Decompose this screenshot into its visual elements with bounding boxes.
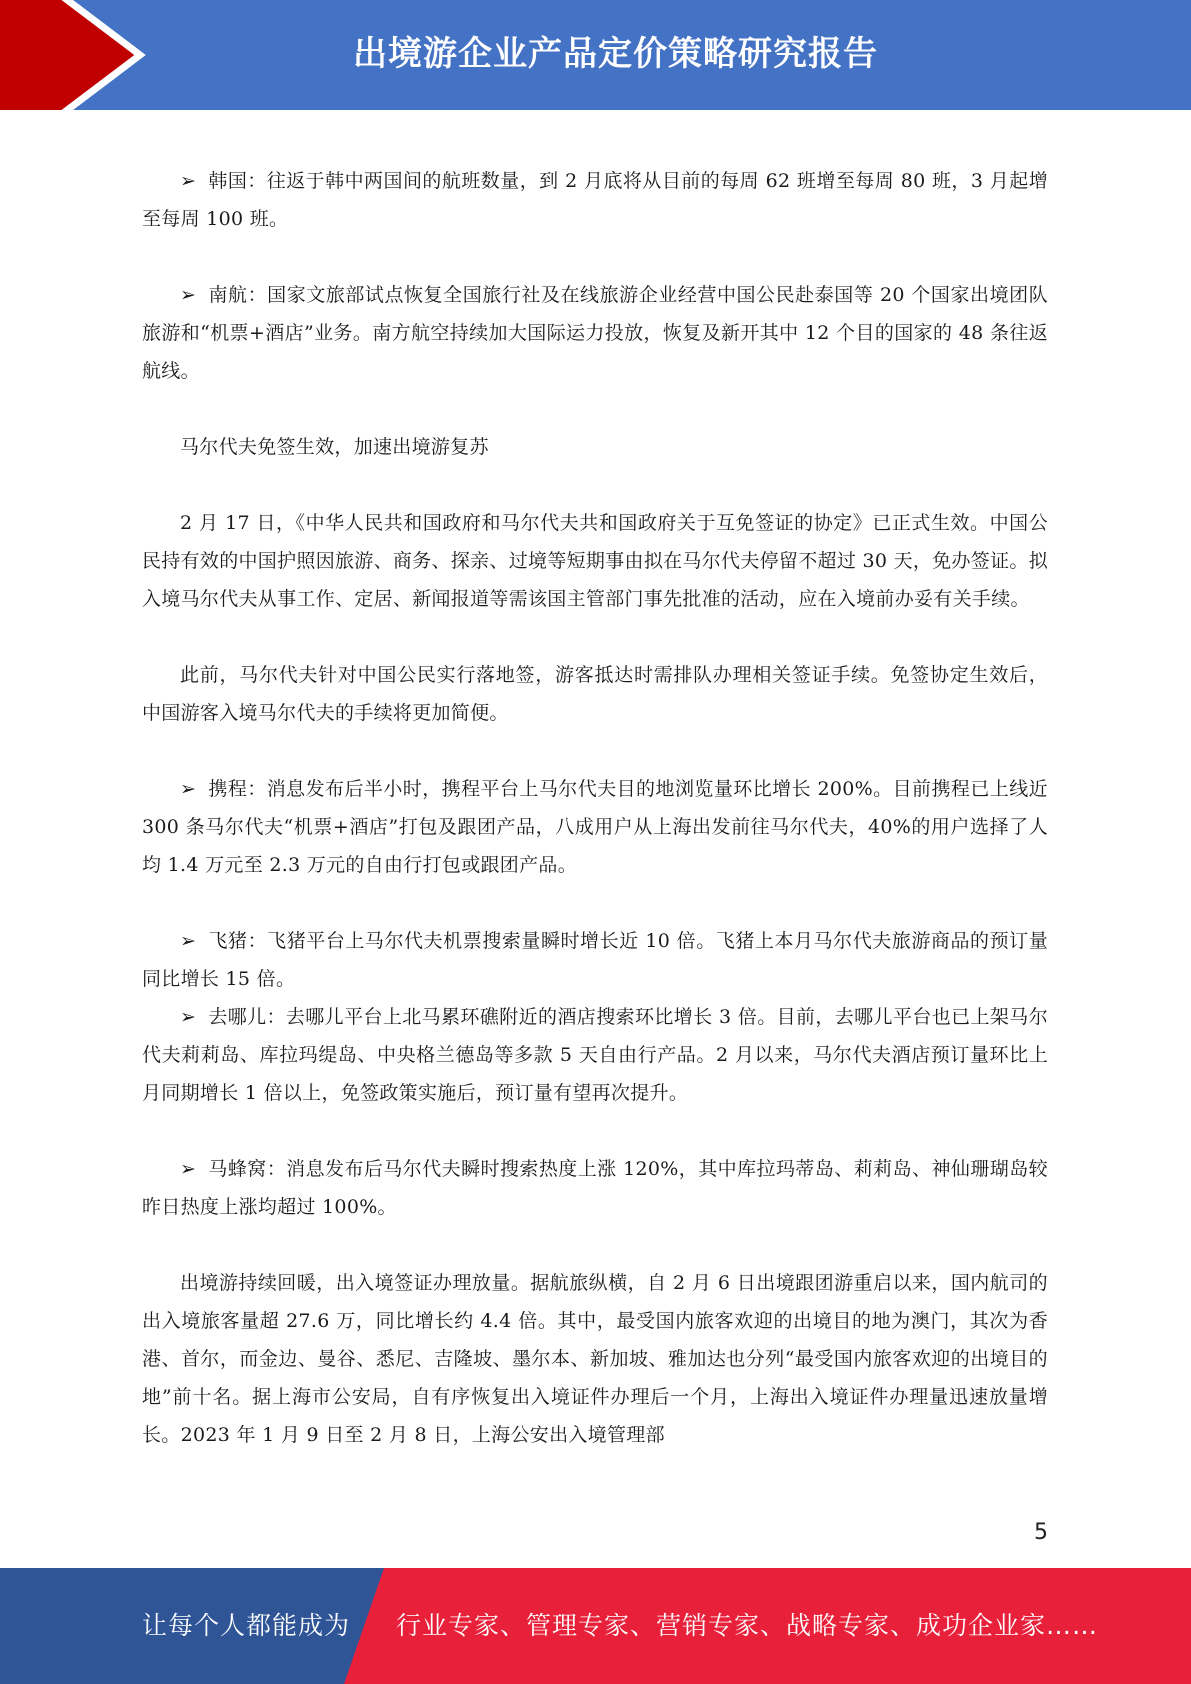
paragraph-text: 2 月 17 日，《中华人民共和国政府和马尔代夫共和国政府关于互免签证的协定》已正式生效。中国公民持有效的中国护照因旅游、商务、探亲、过境等短期事由拟在马尔代夫停留不超过 30 天，免办签证。拟入境马尔代夫从事工作、定居、新闻报道等需该国主管部门事先批准的活动，应在入境前办妥有关手续。 [142,512,1048,610]
paragraph-mafengwo [142,1150,1048,1226]
paragraph-text: 出境游持续回暖，出入境签证办理放量。据航旅纵横，自 2 月 6 日出境跟团游重启以来，国内航司的出入境旅客量超 27.6 万，同比增长约 4.4 倍。其中，最受国内旅客欢迎的出境目的地为澳门，其次为香港、首尔，而金边、曼谷、悉尼、吉隆坡、墨尔本、新加坡、雅加达也分列“最受国内旅客欢迎的出境目的地”前十名。据上海市公安局，自有序恢复出入境证件办理后一个月，上海出入境证件办理量迅速放量增长。2023 年 1 月 9 日至 2 月 8 日，上海公安出入境管理部 [142,1272,1048,1446]
bullet-arrow-icon: ➢ [180,1006,197,1028]
paragraph-landing-visa [142,656,1048,732]
paragraph-text: 飞猪：飞猪平台上马尔代夫机票搜索量瞬时增长近 10 倍。飞猪上本月马尔代夫旅游商品的预订量同比增长 15 倍。 [142,930,1048,990]
paragraph-text: 南航：国家文旅部试点恢复全国旅行社及在线旅游企业经营中国公民赴泰国等 20 个国家出境团队旅游和“机票+酒店”业务。南方航空持续加大国际运力投放，恢复及新开其中 12 个目的国家的 48 条往返航线。 [142,284,1048,382]
paragraph-visa-agreement [142,504,1048,618]
paragraph-text: 去哪儿：去哪儿平台上北马累环礁附近的酒店搜索环比增长 3 倍。目前，去哪儿平台也已上架马尔代夫莉莉岛、库拉玛缇岛、中央格兰德岛等多款 5 天自由行产品。2 月以来，马尔代夫酒店预订量环比上月同期增长 1 倍以上，免签政策实施后，预订量有望再次提升。 [142,1006,1048,1104]
report-title: 出境游企业产品定价策略研究报告 [353,34,878,74]
paragraph-ctrip [142,770,1048,884]
header-red-chevron-shape [0,0,140,110]
paragraph-outbound-recovery [142,1264,1048,1454]
bullet-arrow-icon: ➢ [180,284,197,306]
paragraph-qunar [142,998,1048,1112]
header-red-chevron-icon [0,0,160,110]
page-header [0,0,1191,110]
footer-slogan-left: 让每个人都能成为 [142,1611,351,1640]
paragraph-korea [142,162,1048,238]
bullet-arrow-icon: ➢ [180,170,197,192]
bullet-arrow-icon: ➢ [180,930,197,952]
paragraph-text: 马蜂窝：消息发布后马尔代夫瞬时搜索热度上涨 120%，其中库拉玛蒂岛、莉莉岛、神仙珊瑚岛较昨日热度上涨均超过 100%。 [142,1158,1048,1218]
paragraph-text: 携程：消息发布后半小时，携程平台上马尔代夫目的地浏览量环比增长 200%。目前携程已上线近 300 条马尔代夫“机票+酒店”打包及跟团产品，八成用户从上海出发前往马尔代夫，40%的用户选择了人均 1.4 万元至 2.3 万元的自由行打包或跟团产品。 [142,778,1048,876]
report-body [142,162,1048,1454]
paragraph-text: 韩国：往返于韩中两国间的航班数量，到 2 月底将从目前的每周 62 班增至每周 80 班，3 月起增至每周 100 班。 [142,170,1048,230]
page-number: 5 [1034,1520,1048,1545]
bullet-arrow-icon: ➢ [180,1158,197,1180]
paragraph-china-southern [142,276,1048,390]
paragraph-text: 此前，马尔代夫针对中国公民实行落地签，游客抵达时需排队办理相关签证手续。免签协定生效后，中国游客入境马尔代夫的手续将更加简便。 [142,664,1048,724]
footer-slogan-right: 行业专家、管理专家、营销专家、战略专家、成功企业家…… [396,1611,1099,1640]
page-footer [0,1568,1191,1684]
section-heading-maldives [142,428,1048,466]
paragraph-text: 马尔代夫免签生效，加速出境游复苏 [180,436,489,458]
bullet-arrow-icon: ➢ [180,778,197,800]
paragraph-fliggy [142,922,1048,998]
